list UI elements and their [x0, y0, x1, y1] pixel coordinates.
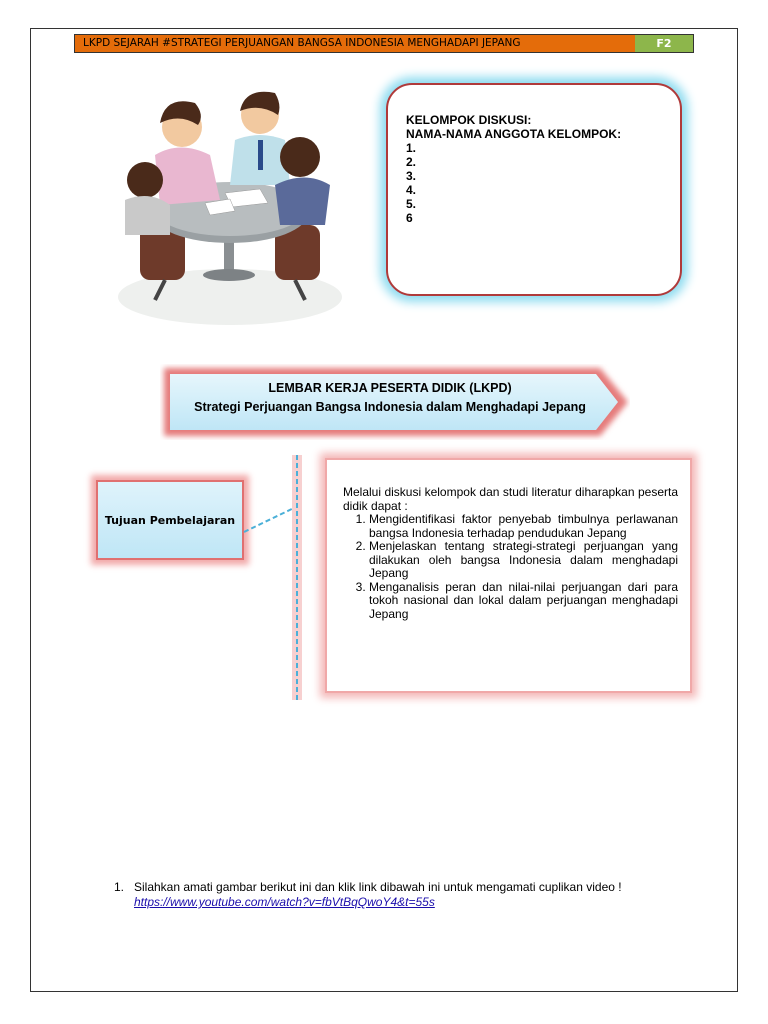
objectives-intro: Melalui diskusi kelompok dan studi literatur diharapkan peserta didik dapat : — [343, 485, 678, 513]
member-line: 3. — [406, 169, 417, 183]
member-line: 6 — [406, 211, 413, 225]
member-line: 4. — [406, 183, 417, 197]
video-link[interactable]: https://www.youtube.com/watch?v=fbVtBqQwoY4&t=55s — [134, 895, 435, 909]
member-line: 1. — [406, 141, 417, 155]
learning-objectives-label: Tujuan Pembelajaran — [104, 513, 236, 527]
member-line: 2. — [406, 155, 417, 169]
lkpd-banner — [160, 364, 630, 440]
header-code: F2 — [635, 35, 693, 52]
header-title: LKPD SEJARAH #STRATEGI PERJUANGAN BANGSA INDONESIA MENGHADAPI JEPANG — [75, 35, 635, 52]
members-label: NAMA-NAMA ANGGOTA KELOMPOK: — [406, 127, 622, 141]
member-line: 5. — [406, 197, 417, 211]
task-text: Silahkan amati gambar berikut ini dan klik link dibawah ini untuk mengamati cuplikan video ! — [134, 880, 622, 894]
task-instruction — [114, 880, 622, 910]
discussion-group-illustration — [110, 85, 355, 330]
objective-item: 2. Menjelaskan tentang strategi-strategi perjuangan yang dilakukan oleh bangsa Indonesia dalam menghadapi Jepang — [369, 540, 678, 581]
banner-title: LEMBAR KERJA PESERTA DIDIK (LKPD) — [268, 381, 512, 395]
objective-item: 1. Mengidentifikasi faktor penyebab timbulnya perlawanan bangsa Indonesia terhadap pendudukan Jepang — [369, 513, 678, 540]
group-title: KELOMPOK DISKUSI: — [406, 113, 532, 127]
task-number: 1. — [114, 880, 125, 894]
objectives-list — [343, 513, 678, 621]
banner-subtitle: Strategi Perjuangan Bangsa Indonesia dalam Menghadapi Jepang — [194, 400, 586, 414]
group-members-box — [386, 83, 682, 296]
learning-objectives-label-box — [96, 480, 244, 560]
objective-item: 3. Menganalisis peran dan nilai-nilai perjuangan dari para tokoh nasional dan lokal dalam perjuangan menghadapi Jepang — [369, 581, 678, 622]
header-bar — [74, 34, 694, 53]
vertical-divider — [290, 455, 304, 700]
objectives-box — [325, 458, 692, 693]
